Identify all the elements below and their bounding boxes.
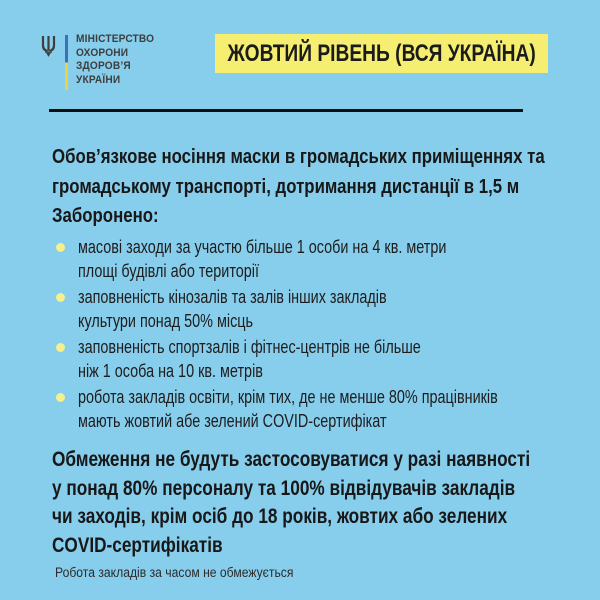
list-item-text: заповненість спортзалів і фітнес-центрів не більше ніж 1 особа на 10 кв. метрів (78, 337, 421, 381)
list-item-text: масові заходи за участю більше 1 особи на 4 кв. метри площі будівлі або території (78, 237, 447, 281)
bullet-dot-icon (56, 243, 65, 252)
restrictions-line: чи заходів, крім осіб до 18 років, жовтих або зелених (52, 505, 508, 528)
logo-divider-bar (65, 35, 68, 90)
level-banner (215, 34, 548, 73)
list-item (52, 336, 600, 383)
ministry-name-line: ЗДОРОВ’Я (76, 60, 131, 72)
ministry-name-line: МІНІСТЕРСТВО (76, 33, 155, 45)
header-divider (49, 109, 523, 112)
level-banner-label: ЖОВТИЙ РІВЕНЬ (ВСЯ УКРАЇНА) (227, 39, 536, 67)
bullet-dot-icon (56, 343, 65, 352)
prohibited-list (52, 236, 600, 433)
restrictions-line: у понад 80% персоналу та 100% відвідувачів закладів (52, 476, 516, 500)
list-item-text: робота закладів освіти, крім тих, де не менше 80% працівників мають жовтий абе зелений COVID-сертифікат (78, 387, 498, 431)
working-hours-note: Робота закладів за часом не обмежується (55, 565, 294, 580)
list-item (52, 286, 600, 333)
list-item (52, 236, 600, 283)
restrictions-line: Обмеження не будуть застосовуватися у разі наявності (52, 448, 531, 471)
list-item-text: заповненість кінозалів та залів інших закладів культури понад 50% місць (78, 287, 387, 331)
list-item (52, 386, 600, 433)
restrictions-exemption-paragraph (52, 446, 600, 560)
bullet-dot-icon (56, 393, 65, 402)
heading-line: громадському транспорті, дотримання дистанції в 1,5 м (52, 175, 520, 198)
bullet-dot-icon (56, 293, 65, 302)
ministry-name-line: УКРАЇНИ (76, 73, 121, 86)
ministry-logo (40, 33, 161, 90)
prohibited-heading: Заборонено: (52, 204, 159, 227)
ministry-name-line: ОХОРОНИ (76, 46, 129, 59)
ukraine-trident-icon (40, 36, 57, 58)
ministry-name (76, 33, 161, 87)
mask-requirement-heading (52, 142, 600, 202)
restrictions-line: COVID-сертифікатів (52, 533, 223, 557)
heading-line: Обов’язкове носіння маски в громадських приміщеннях та (52, 145, 545, 168)
